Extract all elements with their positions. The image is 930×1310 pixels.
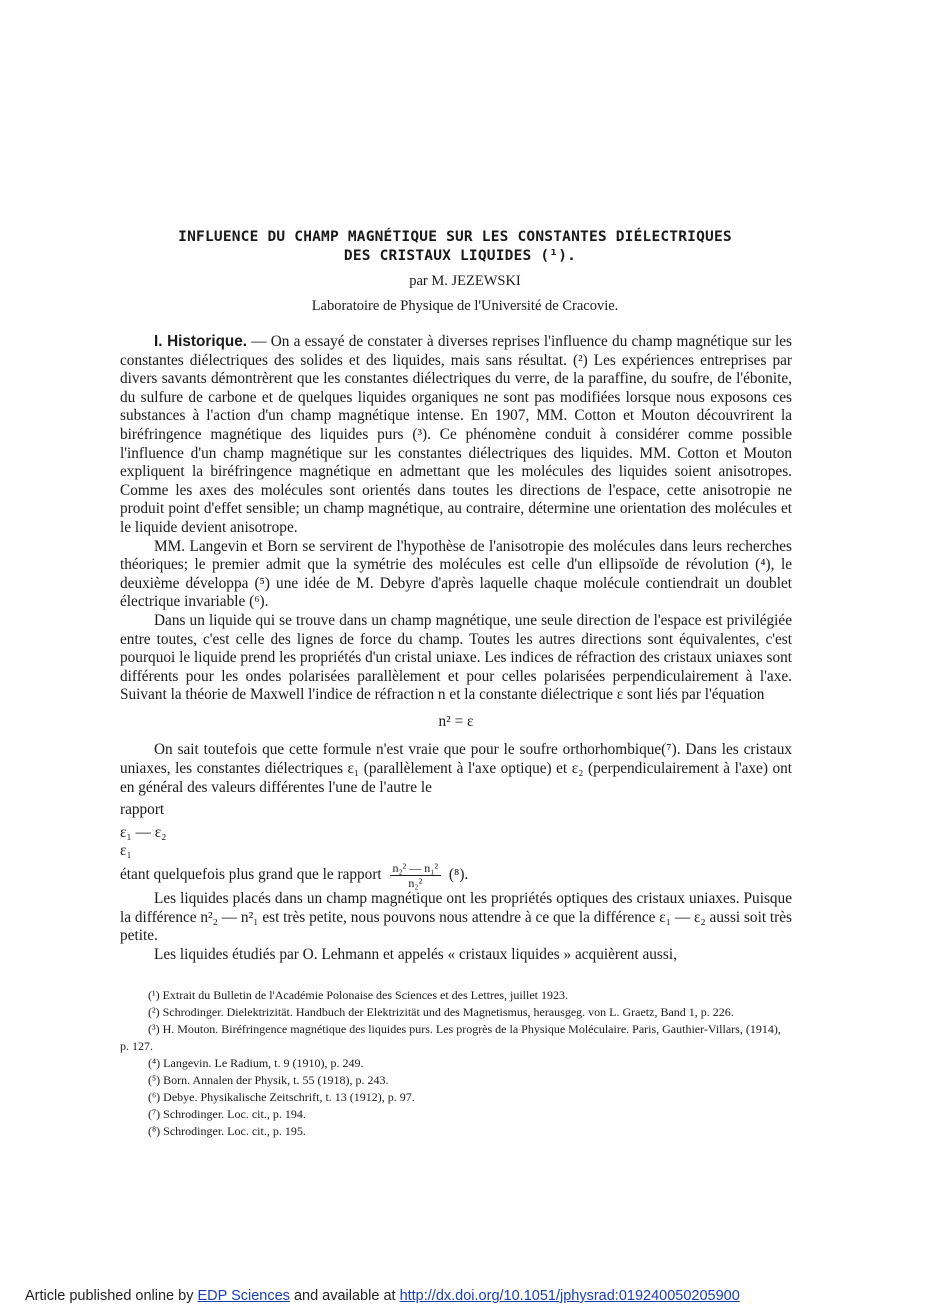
publication-footer [25, 1288, 740, 1304]
fraction-denominator: n₂² [408, 876, 423, 891]
footnote: (¹) Extrait du Bulletin de l'Académie Polonaise des Sciences et des Lettres, juillet 1923. [148, 988, 568, 1002]
ratio-end-text: (⁸). [448, 866, 469, 884]
footnote: (⁵) Born. Annalen der Physik, t. 55 (1918), p. 243. [148, 1073, 389, 1087]
fraction-numerator: n₂² — n₁² [390, 861, 442, 876]
article-title-line-2: DES CRISTAUX LIQUIDES (¹). [343, 248, 577, 264]
footnote: (²) Schrodinger. Dielektrizität. Handbuch der Elektrizität und des Magnetismus, herausgeg. von L. Graetz, Band 1, p. 226. [148, 1005, 734, 1019]
footnote: (³) H. Mouton. Biréfringence magnétique des liquides purs. Les progrès de la Physique Moléculaire. Paris, Gauthier-Villars, (1914), p. 127. [120, 1022, 781, 1053]
paragraph-lehmann: Les liquides étudiés par O. Lehmann et appelés « cristaux liquides » acquièrent aussi, [154, 945, 677, 963]
paragraph-text: — On a essayé de constater à diverses reprises l'influence du champ magnétique sur les constantes diélectriques des solides et des liquides, mais sans résultat. (²) Les expériences entreprises par divers savants démontrèrent que les constantes diélectriques du verre, de la paraffine, du soufre, de l'ébonite, du sulfure de carbone et de quelques liquides organiques ne sont pas modifiées lorsque nous exposons ces substances à l'action d'un champ magnétique intense. En 1907, MM. Cotton et Mouton découvrirent la biréfringence magnétique des liquides purs (³). Ce phénomène conduit à considérer comme possible l'influence d'un champ magnétique sur les constantes diélectriques des liquides. MM. Cotton et Mouton expliquent la biréfringence magnétique en admettant que les molécules des liquides soient anisotropes. Comme les axes des molécules sont orientés dans toutes les directions de l'espace, cette anisotropie ne produit point d'effet sensible; un champ magnétique, au contraire, détermine une orientation des molécules et le liquide devient anisotrope. [120, 333, 792, 536]
doi-link[interactable]: http://dx.doi.org/10.1051/jphysrad:019240050205900 [399, 1288, 740, 1304]
fraction-index [390, 861, 442, 890]
paragraph-soufre: On sait toutefois que cette formule n'est vraie que pour le soufre orthorhombique(⁷). Dans les cristaux uniaxes, les constantes diélectriques ε₁ (parallèlement à l'axe optique) et ε₂ (perpendiculairement à l'axe) ont en général des valeurs différentes l'une de l'autre le [120, 741, 792, 796]
fraction-denominator: ε₁ [120, 842, 132, 860]
paragraph-uniaxes: Les liquides placés dans un champ magnétique ont les propriétés optiques des cristaux uniaxes. Puisque la différence n²₂ — n²₁ est très petite, nous pouvons nous attendre à ce que la différence ε₁ — ε₂ aussi soit très petite. [120, 890, 792, 945]
paragraph-ratio [120, 801, 792, 820]
footnote: (⁴) Langevin. Le Radium, t. 9 (1910), p. 249. [148, 1056, 364, 1070]
footnote: (⁸) Schrodinger. Loc. cit., p. 195. [148, 1124, 306, 1138]
fraction-numerator: ε₁ — ε₂ [120, 823, 167, 841]
paragraph-maxwell: Dans un liquide qui se trouve dans un champ magnétique, une seule direction de l'espace est privilégiée entre toutes, c'est celle des lignes de force du champ. Toutes les autres directions sont équivalentes, c'est pourquoi le liquide prend les propriétés d'un cristal uniaxe. Les indices de réfraction des cristaux uniaxes sont différents pour les ondes polarisées parallèlement et pour celles polarisées perpendiculairement à l'axe. Suivant la théorie de Maxwell l'indice de réfraction n et la constante diélectrique ε sont liés par l'équation [120, 611, 792, 704]
equation: n² = ε [438, 712, 474, 730]
affiliation-line: Laboratoire de Physique de l'Université de Cracovie. [311, 298, 619, 314]
publisher-link[interactable]: EDP Sciences [197, 1288, 290, 1304]
footnote: (⁷) Schrodinger. Loc. cit., p. 194. [148, 1107, 306, 1121]
article-title-line-1: INFLUENCE DU CHAMP MAGNÉTIQUE SUR LES CONSTANTES DIÉLECTRIQUES [178, 229, 732, 245]
footnote: (⁶) Debye. Physikalische Zeitschrift, t. 13 (1912), p. 97. [148, 1090, 415, 1104]
section-heading: I. Historique. [154, 333, 248, 350]
ratio-mid-text: étant quelquefois plus grand que le rapport [120, 866, 382, 884]
footnotes [120, 987, 792, 1140]
ratio-lead-text: rapport [120, 801, 165, 819]
paragraph-historique [120, 333, 792, 538]
footer-prefix: Article published online by [25, 1288, 194, 1304]
article-body [120, 333, 792, 964]
footer-middle: and available at [293, 1288, 396, 1304]
paragraph-langevin-born: MM. Langevin et Born se servirent de l'hypothèse de l'anisotropie des molécules dans leurs recherches théoriques; le premier admit que la symétrie des molécules est celle d'un ellipsoïde de révolution (⁴), le deuxième développa (⁵) une idée de M. Debyre d'après laquelle chaque molécule contiendrait un doublet électrique invariable (⁶). [120, 537, 792, 611]
author-line: par M. JEZEWSKI [409, 273, 521, 289]
